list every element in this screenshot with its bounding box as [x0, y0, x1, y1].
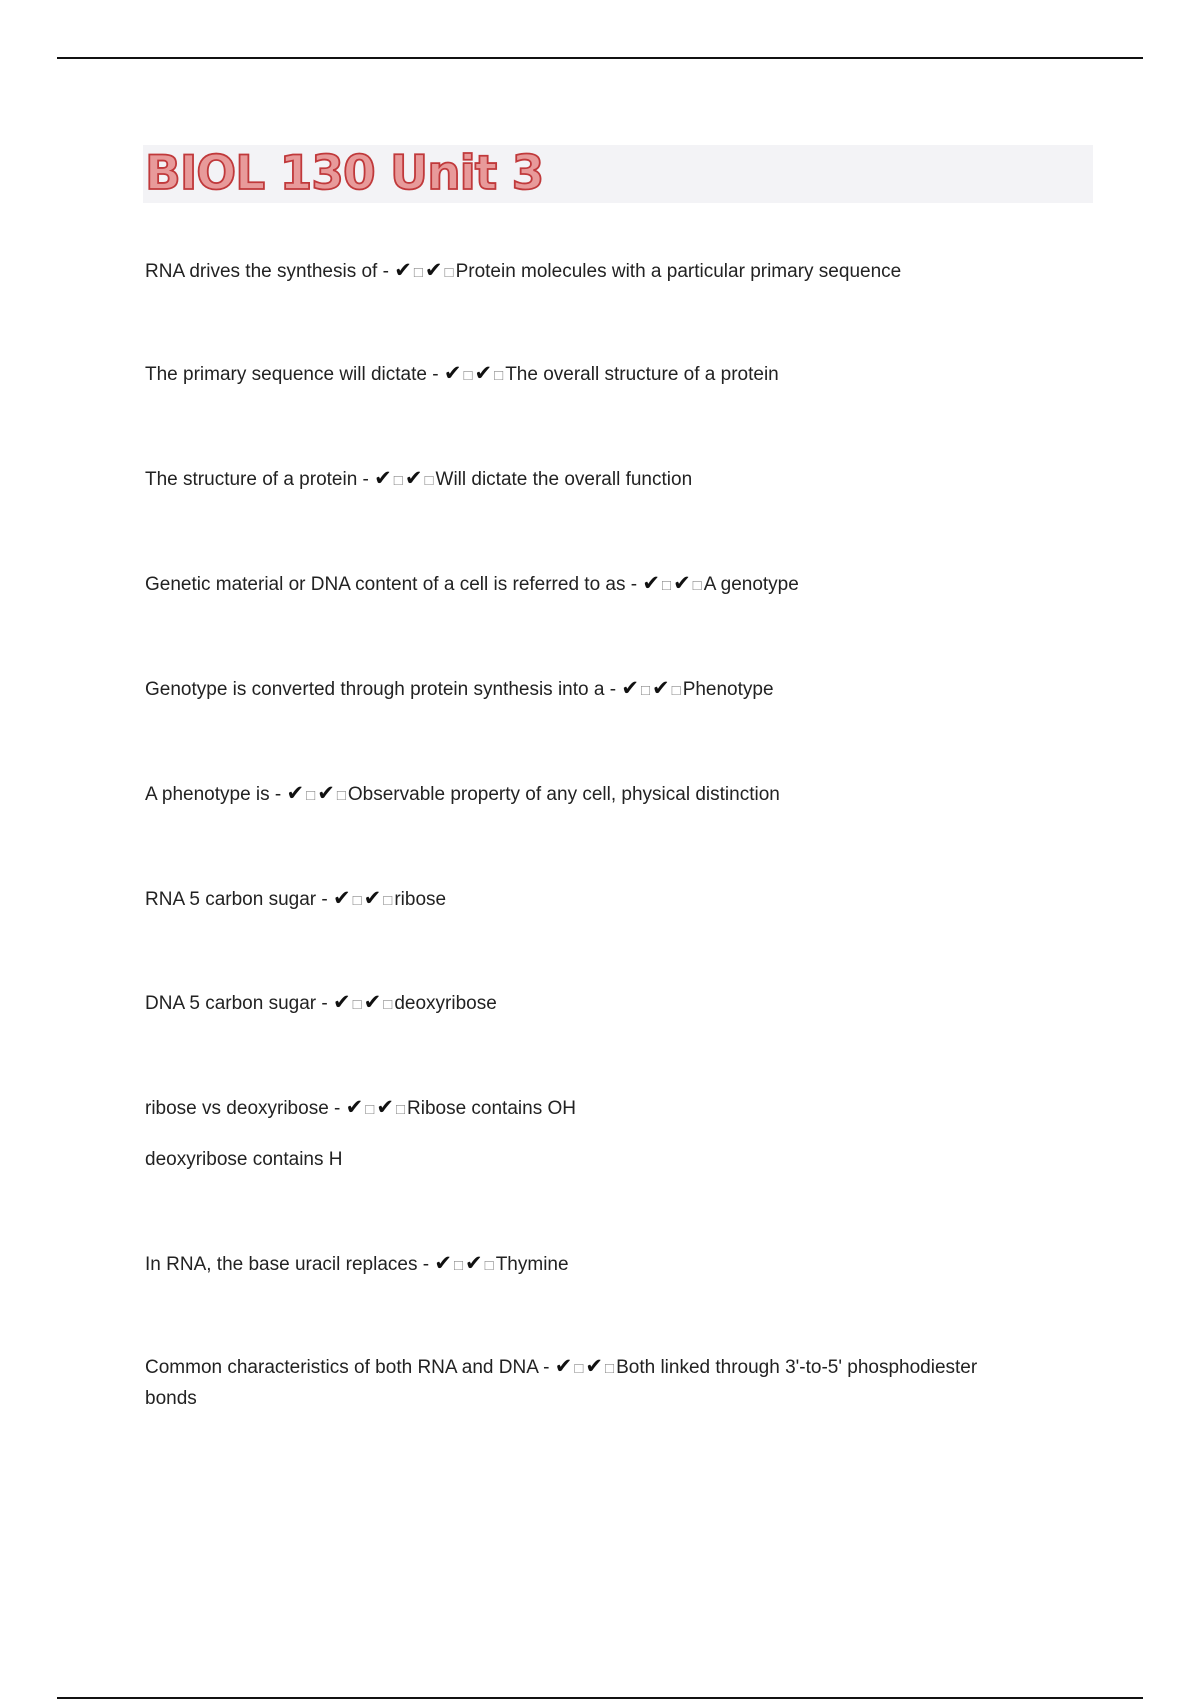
answer: Ribose contains OH	[407, 1098, 576, 1119]
check-icon: ✔	[554, 1355, 573, 1378]
qa-item: RNA 5 carbon sugar - ✔ □✔ □ ribose	[145, 887, 447, 910]
check-icon: ✔	[376, 1096, 394, 1119]
qa-item: A phenotype is - ✔ □✔ □ Observable property of any cell, physical distinction	[145, 782, 780, 805]
qa-item: Genotype is converted through protein synthesis into a - ✔ □✔ □ Phenotype	[145, 677, 774, 700]
qa-item: The structure of a protein - ✔ □✔ □ Will dictate the overall function	[145, 467, 693, 490]
answer: A genotype	[703, 574, 799, 595]
answer: Both linked through 3'-to-5' phosphodiester	[616, 1357, 978, 1378]
box-icon: □	[393, 472, 403, 489]
qa-item: In RNA, the base uracil replaces - ✔ □✔ □ Thymine	[145, 1252, 569, 1275]
question: In RNA, the base uracil replaces	[145, 1254, 418, 1275]
check-icon: ✔	[363, 991, 382, 1014]
top-rule	[57, 57, 1143, 59]
qa-item: Genetic material or DNA content of a cell is referred to as - ✔ □✔ □ A genotype	[145, 572, 799, 595]
question: Genetic material or DNA content of a cell is referred to as	[145, 574, 626, 595]
answer: Protein molecules with a particular primary sequence	[455, 261, 902, 282]
check-icon: ✔	[443, 362, 462, 385]
box-icon: □	[413, 264, 423, 281]
question: ribose vs deoxyribose	[145, 1098, 329, 1119]
check-icon: ✔	[424, 259, 443, 282]
check-icon: ✔	[585, 1355, 604, 1378]
box-icon: □	[395, 1101, 405, 1118]
box-icon: □	[352, 892, 362, 909]
question: A phenotype is	[145, 784, 270, 805]
qa-item: RNA drives the synthesis of - ✔ □✔ □ Protein molecules with a particular primary sequence	[145, 259, 902, 282]
question: DNA 5 carbon sugar	[145, 993, 317, 1014]
box-icon: □	[444, 264, 454, 281]
check-icon: ✔	[621, 677, 639, 700]
box-icon: □	[662, 577, 672, 594]
box-icon: □	[306, 787, 316, 804]
answer: ribose	[394, 889, 447, 910]
box-icon: □	[352, 996, 362, 1013]
box-icon: □	[463, 367, 473, 384]
question: RNA 5 carbon sugar	[145, 889, 317, 910]
qa-item: ribose vs deoxyribose - ✔ □✔ □ Ribose contains OH	[145, 1096, 576, 1119]
answer: Phenotype	[682, 679, 774, 700]
box-icon: □	[640, 682, 651, 699]
answer: deoxyribose	[394, 993, 497, 1014]
check-icon: ✔	[363, 887, 382, 910]
check-icon: ✔	[404, 467, 423, 490]
box-icon: □	[453, 1257, 464, 1274]
qa-item-continuation: bonds	[145, 1388, 197, 1409]
box-icon: □	[383, 996, 393, 1013]
check-icon: ✔	[394, 259, 412, 282]
box-icon: □	[383, 892, 393, 909]
check-icon: ✔	[374, 467, 392, 490]
question: Genotype is converted through protein synthesis into a	[145, 679, 605, 700]
box-icon: □	[336, 787, 346, 804]
box-icon: □	[671, 682, 681, 699]
question: The structure of a protein	[145, 469, 358, 490]
box-icon: □	[605, 1360, 615, 1377]
box-icon: □	[484, 1257, 494, 1274]
box-icon: □	[692, 577, 702, 594]
check-icon: ✔	[673, 572, 691, 595]
check-icon: ✔	[465, 1252, 483, 1275]
check-icon: ✔	[652, 677, 670, 700]
qa-item: Common characteristics of both RNA and DNA - ✔ □✔ □ Both linked through 3'-to-5' phosphodiester	[145, 1355, 978, 1378]
document-title: BIOL 130 Unit 3	[145, 146, 544, 201]
check-icon: ✔	[345, 1096, 364, 1119]
answer: Thymine	[495, 1254, 569, 1275]
box-icon: □	[494, 367, 504, 384]
qa-item-continuation: deoxyribose contains H	[145, 1149, 343, 1170]
answer: Observable property of any cell, physical distinction	[347, 784, 780, 805]
question: The primary sequence will dictate	[145, 364, 427, 385]
bottom-rule	[57, 1697, 1143, 1699]
answer: The overall structure of a protein	[505, 364, 779, 385]
qa-item: DNA 5 carbon sugar - ✔ □✔ □ deoxyribose	[145, 991, 497, 1014]
box-icon: □	[424, 472, 434, 489]
question: Common characteristics of both RNA and DNA	[145, 1357, 538, 1378]
question: RNA drives the synthesis of	[145, 261, 378, 282]
check-icon: ✔	[286, 782, 305, 805]
qa-item: The primary sequence will dictate - ✔ □✔ □ The overall structure of a protein	[145, 362, 779, 385]
check-icon: ✔	[434, 1252, 452, 1275]
check-icon: ✔	[317, 782, 335, 805]
box-icon: □	[574, 1360, 584, 1377]
check-icon: ✔	[474, 362, 493, 385]
box-icon: □	[365, 1101, 375, 1118]
check-icon: ✔	[332, 887, 351, 910]
check-icon: ✔	[642, 572, 660, 595]
answer: Will dictate the overall function	[435, 469, 693, 490]
check-icon: ✔	[332, 991, 351, 1014]
